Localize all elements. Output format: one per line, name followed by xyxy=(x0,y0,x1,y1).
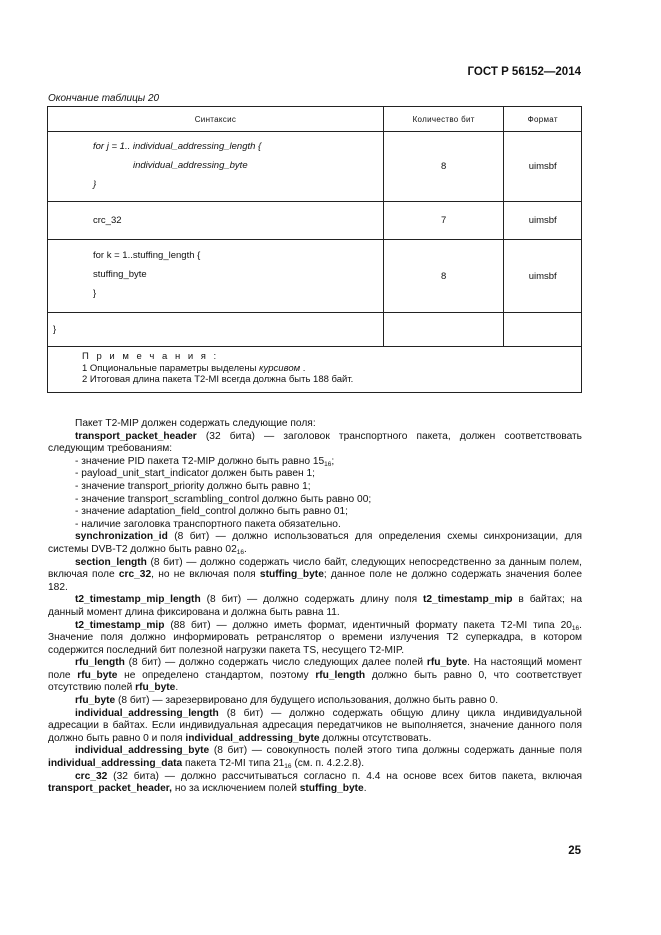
page-number: 25 xyxy=(568,845,581,857)
field-name: crc_32 xyxy=(75,770,108,782)
field-name: section_length xyxy=(75,556,147,568)
syntax-line: } xyxy=(93,288,97,299)
paragraph-text: должны отсутствовать. xyxy=(319,732,432,744)
field-name: synchronization_id xyxy=(75,531,168,543)
list-item: - наличие заголовка транспортного пакета обязательно. xyxy=(75,518,341,530)
syntax-table xyxy=(47,106,582,393)
field-name: transport_packet_header, xyxy=(48,783,173,795)
table-row xyxy=(48,202,582,240)
field-name: stuffing_byte xyxy=(299,783,364,795)
field-name: rfu_byte xyxy=(426,657,468,669)
field-name: individual_addressing_byte xyxy=(75,745,210,757)
paragraph-text: в байтах; на данный момент длина фиксирована и должна быть равна 11. xyxy=(48,594,582,618)
subscript: 16 xyxy=(324,460,332,468)
paragraph xyxy=(48,531,582,556)
syntax-cell xyxy=(48,313,384,347)
header-format: Формат xyxy=(504,107,582,132)
paragraph xyxy=(48,745,582,770)
paragraph-text: (см. п. 4.2.2.8). xyxy=(291,758,365,770)
field-name: individual_addressing_length xyxy=(75,707,219,719)
document-code: ГОСТ Р 56152—2014 xyxy=(467,66,581,78)
paragraph xyxy=(48,771,582,796)
paragraph-text: (32 бита) — должно рассчитываться согласно п. 4.4 на основе всех битов пакета, включая xyxy=(107,770,582,782)
table-caption: Окончание таблицы 20 xyxy=(48,93,160,104)
note-1 xyxy=(82,363,581,375)
paragraph xyxy=(48,708,582,746)
table-notes-row xyxy=(48,347,582,393)
header-bits: Количество бит xyxy=(383,107,503,132)
field-name: individual_addressing_data xyxy=(48,758,183,770)
paragraph-text: (88 бит) — должно иметь формат, идентичный формату пакета T2-MI типа 20 xyxy=(164,619,572,631)
paragraph xyxy=(48,620,582,658)
paragraph-end: . xyxy=(175,682,179,694)
list-item: - payload_unit_start_indicator должен быть равен 1; xyxy=(75,468,315,480)
syntax-cell xyxy=(48,132,384,202)
paragraph-text: (8 бит) — должно содержать число следующих далее полей xyxy=(124,657,427,669)
list-item: - значение transport_scrambling_control должно быть равно 00; xyxy=(75,493,372,505)
field-name: rfu_byte xyxy=(135,682,176,694)
paragraph-text: но за исключением полей xyxy=(172,783,300,795)
list-item xyxy=(48,456,582,469)
field-name: rfu_length xyxy=(315,669,366,681)
syntax-cell xyxy=(48,240,384,313)
paragraph-text: (8 бит) — должно содержать общую длину цикла индивидуальной адресации в байтах. Если индивидуальная адресация передатчиков не выполняется, значение данного поля должно быть равно 0 и поля xyxy=(48,707,582,744)
field-name: stuffing_byte xyxy=(259,569,324,581)
paragraph: Пакет T2-MIP должен содержать следующие поля: xyxy=(75,418,316,429)
paragraph-text: (8 бит) — должно содержать длину поля xyxy=(200,594,424,606)
field-name: t2_timestamp_mip_length xyxy=(75,594,201,606)
bits-cell: 8 xyxy=(383,240,503,313)
table-row xyxy=(48,132,582,202)
paragraph-text: ; данное поле не должно содержать значения более 182. xyxy=(48,569,582,593)
table-header-row xyxy=(48,107,582,132)
subscript: 16 xyxy=(284,763,292,771)
paragraph xyxy=(48,657,582,695)
notes-cell xyxy=(48,347,582,393)
paragraph xyxy=(48,557,582,595)
list-item: - значение adaptation_field_control должно быть равно 01; xyxy=(75,506,349,518)
format-cell: uimsbf xyxy=(504,202,582,240)
syntax-line: } xyxy=(93,179,97,190)
field-name: individual_addressing_byte xyxy=(185,732,320,744)
list-item: - значение transport_priority должно быть равно 1; xyxy=(75,480,311,492)
format-cell xyxy=(504,313,582,347)
format-cell: uimsbf xyxy=(504,132,582,202)
syntax-cell xyxy=(48,202,384,240)
field-name: t2_timestamp_mip xyxy=(75,619,165,631)
paragraph-text: (8 бит) — зарезервировано для будущего использования, должно быть равно 0. xyxy=(115,695,499,707)
bits-cell: 8 xyxy=(383,132,503,202)
paragraph-end: . xyxy=(243,543,247,555)
paragraph-text: (8 бит) — должно содержать число байт, следующих непосредственно за данным полем, включая поле xyxy=(48,556,582,581)
table-row xyxy=(48,240,582,313)
paragraph xyxy=(48,594,582,619)
note-1-italic: курсивом xyxy=(259,362,301,374)
paragraph-text: (8 бит) — совокупность полей этого типа должны содержать данные поля xyxy=(209,745,582,757)
field-name: rfu_length xyxy=(75,657,125,669)
table-row xyxy=(48,313,582,347)
field-name: rfu_byte xyxy=(77,669,118,681)
paragraph-end: . xyxy=(363,783,367,795)
syntax-line: stuffing_byte xyxy=(93,269,147,280)
paragraph xyxy=(48,695,582,708)
paragraph-text: (32 бита) — заголовок транспортного пакета, должен соответствовать следующим требованиям: xyxy=(48,430,582,455)
paragraph-text: (8 бит) — должно использоваться для определения схемы синхронизации, для системы DVB-T2 должно быть равно 02 xyxy=(48,531,582,555)
note-1-text: 1 Опциональные параметры выделены xyxy=(82,362,260,374)
notes-title: П р и м е ч а н и я : xyxy=(82,351,219,362)
note-2: 2 Итоговая длина пакета T2-MI всегда должна быть 188 байт. xyxy=(82,374,354,385)
paragraph-text: , но не включая поля xyxy=(151,569,260,581)
body-text xyxy=(48,418,582,796)
paragraph xyxy=(48,431,582,456)
field-name: transport_packet_header xyxy=(75,430,197,442)
list-item-end: ; xyxy=(331,455,335,467)
subscript: 16 xyxy=(236,548,244,556)
paragraph-text: . На настоящий момент поле xyxy=(48,657,583,681)
syntax-line: crc_32 xyxy=(93,215,122,226)
header-syntax: Синтаксис xyxy=(48,107,384,132)
bits-cell: 7 xyxy=(383,202,503,240)
paragraph-text: пакета T2-MI типа 21 xyxy=(182,758,285,770)
format-cell: uimsbf xyxy=(504,240,582,313)
field-name: rfu_byte xyxy=(75,695,116,707)
field-name: t2_timestamp_mip xyxy=(423,594,513,606)
list-item-text: - значение PID пакета T2-MIP должно быть равно 15 xyxy=(75,455,325,467)
syntax-line: } xyxy=(53,324,57,335)
subscript: 16 xyxy=(571,624,580,632)
bits-cell xyxy=(383,313,503,347)
paragraph-text: должно быть равно 0, что соответствует отсутствию полей xyxy=(48,669,582,694)
paragraph-text: не определено стандартом, поэтому xyxy=(117,669,316,681)
syntax-line: for k = 1..stuffing_length { xyxy=(93,250,201,261)
paragraph-text: . Значение поля должно информировать ретранслятор о времени излучения T2 суперкадра, в котором содержится последний бит полезной нагрузки пакета TS, несущего T2-MIP. xyxy=(48,619,582,656)
syntax-line: for j = 1.. individual_addressing_length { xyxy=(93,141,262,152)
syntax-line: individual_addressing_byte xyxy=(133,160,248,171)
note-1-end: . xyxy=(300,362,306,374)
field-name: crc_32 xyxy=(118,569,152,581)
